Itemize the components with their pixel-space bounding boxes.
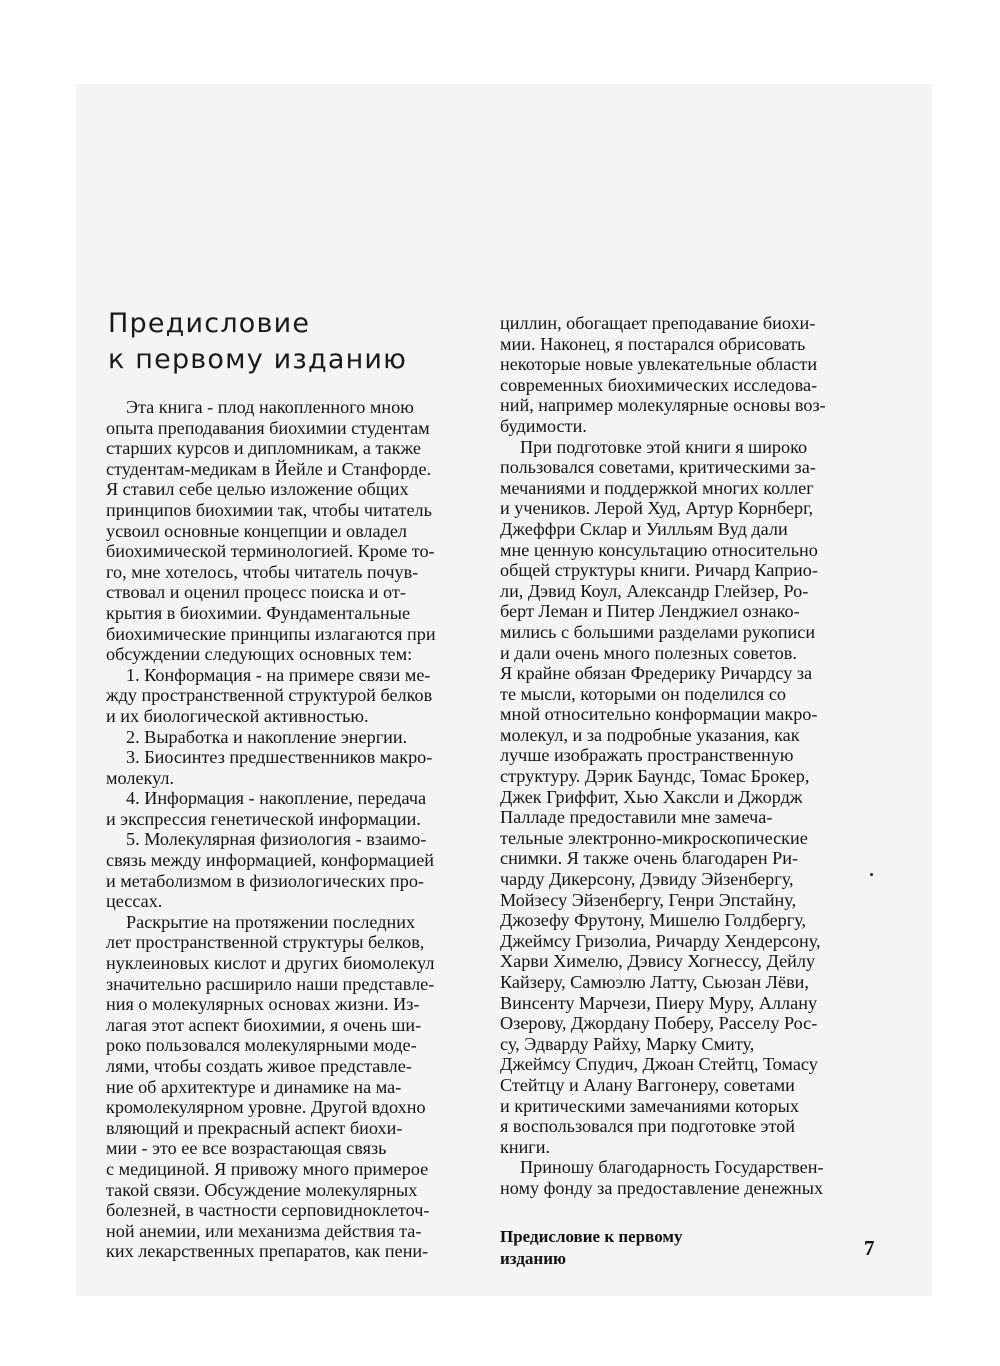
text-line: лями, чтобы создать живое представле- <box>106 1056 412 1076</box>
text-line: Джозефу Фрутону, Мишелю Голдбергу, <box>500 910 807 931</box>
text-line: су, Эдварду Райху, Марку Смиту, <box>500 1033 755 1054</box>
text-line: ли, Дэвид Коул, Александр Глейзер, Ро- <box>500 580 809 601</box>
text-line: лет пространственной структуры белков, <box>106 932 425 953</box>
text-line: общей структуры книги. Ричард Каприо- <box>500 560 818 581</box>
text-line: ние об архитектуре и динамике на ма- <box>106 1076 402 1097</box>
text-line: мечаниями и поддержкой многих коллег <box>500 477 814 498</box>
right-text-column <box>500 313 870 1199</box>
text-line: крытия в биохимии. Фундаментальные <box>106 602 411 623</box>
running-footer-title-line-2: изданию <box>500 1249 566 1268</box>
text-line: 3. Биосинтез предшественников макро- <box>126 747 433 768</box>
text-line: структуру. Дэрик Баундс, Томас Брокер, <box>500 766 810 787</box>
text-line: берт Леман и Питер Ленджиел ознако- <box>500 601 800 622</box>
print-speck <box>870 873 873 876</box>
text-line: ких лекарственных препаратов, как пени- <box>106 1241 429 1262</box>
text-line: я воспользовался при подготовке этой <box>500 1116 796 1137</box>
text-line: Раскрытие на протяжении последних <box>126 911 416 932</box>
text-line: мии - это ее все возрастающая связь <box>106 1138 387 1159</box>
text-line: При подготовке этой книги я широко <box>520 436 808 457</box>
text-line: студентам-медикам в Йейле и Станфорде. <box>106 458 432 479</box>
text-line: ному фонду за предоставление денежных <box>500 1177 824 1198</box>
page-title-line-1: Предисловие <box>108 308 311 339</box>
text-line: ния о молекулярных основах жизни. Из- <box>106 994 420 1015</box>
text-line: Приношу благодарность Государствен- <box>520 1157 824 1178</box>
text-line: пользовался советами, критическими за- <box>500 457 816 478</box>
text-line: го, мне хотелось, чтобы читатель почув- <box>106 561 419 582</box>
running-footer-title-line-1: Предисловие к первому <box>500 1227 683 1246</box>
text-line: усвоил основные концепции и овладел <box>106 520 407 541</box>
text-line: опыта преподавания биохимии студентам <box>106 417 430 438</box>
text-line: молекул, и за подробные указания, как <box>500 724 800 745</box>
text-line: и дали очень много полезных советов. <box>500 642 797 663</box>
text-line: Я крайне обязан Фредерику Ричардсу за <box>500 663 813 684</box>
text-line: книги. <box>500 1136 551 1157</box>
text-line: принципов биохимии так, чтобы читатель <box>106 499 432 520</box>
text-line: Стейтцу и Алану Ваггонеру, советами <box>500 1074 795 1095</box>
text-line: такой связи. Обсуждение молекулярных <box>106 1179 418 1200</box>
page-title-line-2: к первому изданию <box>108 344 408 375</box>
text-line: мии. Наконец, я постарался обрисовать <box>500 333 806 354</box>
page-title <box>108 306 407 378</box>
text-line: мне ценную консультацию относительно <box>500 539 818 560</box>
text-line: нуклеиновых кислот и других биомолекул <box>106 953 435 974</box>
text-line: Джеффри Склар и Уилльям Вуд дали <box>500 518 788 539</box>
text-line: Кайзеру, Самюэлю Латту, Сьюзан Лёви, <box>500 972 809 992</box>
text-line: ний, например молекулярные основы воз- <box>500 395 826 416</box>
text-line: 4. Информация - накопление, передача <box>126 788 427 809</box>
text-line: Я ставил себе целью изложение общих <box>106 479 409 500</box>
text-line: мной относительно конформации макро- <box>500 704 818 725</box>
text-line: болезней, в частности серповидноклеточ- <box>106 1200 430 1221</box>
text-line: некоторые новые увлекательные области <box>500 354 818 375</box>
text-line: с медициной. Я привожу много примерое <box>106 1158 429 1179</box>
text-line: циллин, обогащает преподавание биохи- <box>500 313 816 333</box>
text-line: снимки. Я также очень благодарен Ри- <box>500 848 799 869</box>
text-line: вляющий и прекрасный аспект биохи- <box>106 1117 403 1138</box>
running-footer-title <box>500 1226 682 1270</box>
text-line: биохимической терминологией. Кроме то- <box>106 541 435 562</box>
text-line: и экспрессия генетической информации. <box>106 808 421 829</box>
text-line: лучше изображать пространственную <box>500 745 794 766</box>
text-line: Винсенту Марчези, Пиеру Муру, Аллану <box>500 992 818 1013</box>
text-line: обсуждении следующих основных тем: <box>106 644 413 665</box>
text-line: и их биологической активностью. <box>106 705 369 726</box>
text-line: кромолекулярном уровне. Другой вдохно <box>106 1097 426 1118</box>
text-line: Мойзесу Эйзенбергу, Генри Эпстайну, <box>500 889 797 910</box>
text-line: значительно расширило наши представле- <box>106 973 435 994</box>
text-line: Джеймсу Гризолиа, Ричарду Хендерсону, <box>500 930 821 951</box>
page-number: 7 <box>864 1236 875 1260</box>
text-line: Джеймсу Спудич, Джоан Стейтц, Томасу <box>500 1054 818 1075</box>
text-line: жду пространственной структурой белков <box>106 685 433 706</box>
text-line: Харви Химелю, Дэвису Хогнессу, Дейлу <box>500 951 816 972</box>
text-line: Джек Гриффит, Хью Хаксли и Джордж <box>500 786 803 807</box>
text-line: ствовал и оценил процесс поиска и от- <box>106 582 406 603</box>
text-line: 5. Молекулярная физиология - взаимо- <box>126 829 427 850</box>
left-text-column <box>106 397 478 1262</box>
text-line: мились с большими разделами рукописи <box>500 621 816 642</box>
text-line: ной анемии, или механизма действия та- <box>106 1220 422 1241</box>
text-line: тельные электронно-микроскопические <box>500 827 808 848</box>
text-line: биохимические принципы излагаются при <box>106 623 436 644</box>
text-line: цессах. <box>106 891 163 912</box>
text-line: Эта книга - плод накопленного мною <box>126 397 414 417</box>
text-line: и критическими замечаниями которых <box>500 1095 799 1116</box>
text-line: лагая этот аспект биохимии, я очень ши- <box>106 1014 422 1035</box>
text-line: 1. Конформация - на примере связи ме- <box>126 664 431 685</box>
text-line: молекул. <box>106 767 175 788</box>
text-line: роко пользовался молекулярными моде- <box>106 1035 417 1056</box>
text-line: современных биохимических исследова- <box>500 374 818 395</box>
text-line: Палладе предоставили мне замеча- <box>500 807 773 828</box>
text-line: 2. Выработка и накопление энергии. <box>126 726 408 747</box>
text-line: и метаболизмом в физиологических про- <box>106 870 424 891</box>
text-line: те мысли, которыми он поделился со <box>500 683 786 704</box>
text-line: и учеников. Лерой Худ, Артур Корнберг, <box>500 498 814 519</box>
text-line: чарду Дикерсону, Дэвиду Эйзенбергу, <box>500 869 794 890</box>
text-line: Озерову, Джордану Поберу, Расселу Рос- <box>500 1013 818 1034</box>
text-line: будимости. <box>500 415 587 436</box>
text-line: связь между информацией, конформацией <box>106 850 435 871</box>
text-line: старших курсов и дипломникам, а также <box>106 438 421 459</box>
